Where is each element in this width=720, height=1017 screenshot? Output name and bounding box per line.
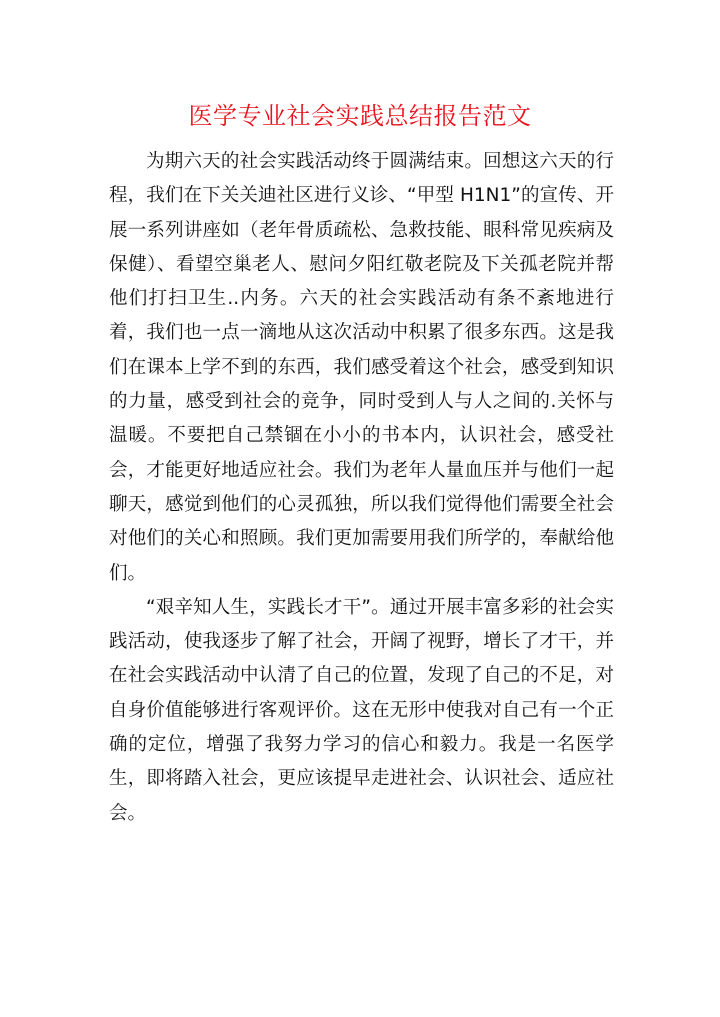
paragraph-1: 为期六天的社会实践活动终于圆满结束。回想这六天的行程，我们在下关关迪社区进行义诊、“甲型 H1N1”的宣传、开展一系列讲座如（老年骨质疏松、急救技能、眼科常见疾病及保健）、看望空巢老人、慰问夕阳红敬老院及下关孤老院并帮他们打扫卫生..内务。六天的社会实践活动有条不紊地进行着，我们也一点一滴地从这次活动中积累了很多东西。这是我们在课本上学不到的东西，我们感受着这个社会，感受到知识的力量，感受到社会的竞争，同时受到人与人之间的.关怀与温暖。不要把自己禁锢在小小的书本内，认识社会，感受社会，才能更好地适应社会。我们为老年人量血压并与他们一起聊天，感觉到他们的心灵孤独，所以我们觉得他们需要全社会对他们的关心和照顾。我们更加需要用我们所学的，奉献给他们。 bbox=[109, 151, 614, 584]
paragraph-2: “艰辛知人生，实践长才干”。通过开展丰富多彩的社会实践活动，使我逐步了解了社会，开阔了视野，增长了才干，并在社会实践活动中认清了自己的位置，发现了自己的不足，对自身价值能够进行客观评价。这在无形中使我对自己有一个正确的定位，增强了我努力学习的信心和毅力。我是一名医学生，即将踏入社会，更应该提早走进社会、认识社会、适应社会。 bbox=[109, 596, 614, 824]
document-body bbox=[109, 145, 614, 831]
document-title: 医学专业社会实践总结报告范文 bbox=[188, 102, 532, 130]
